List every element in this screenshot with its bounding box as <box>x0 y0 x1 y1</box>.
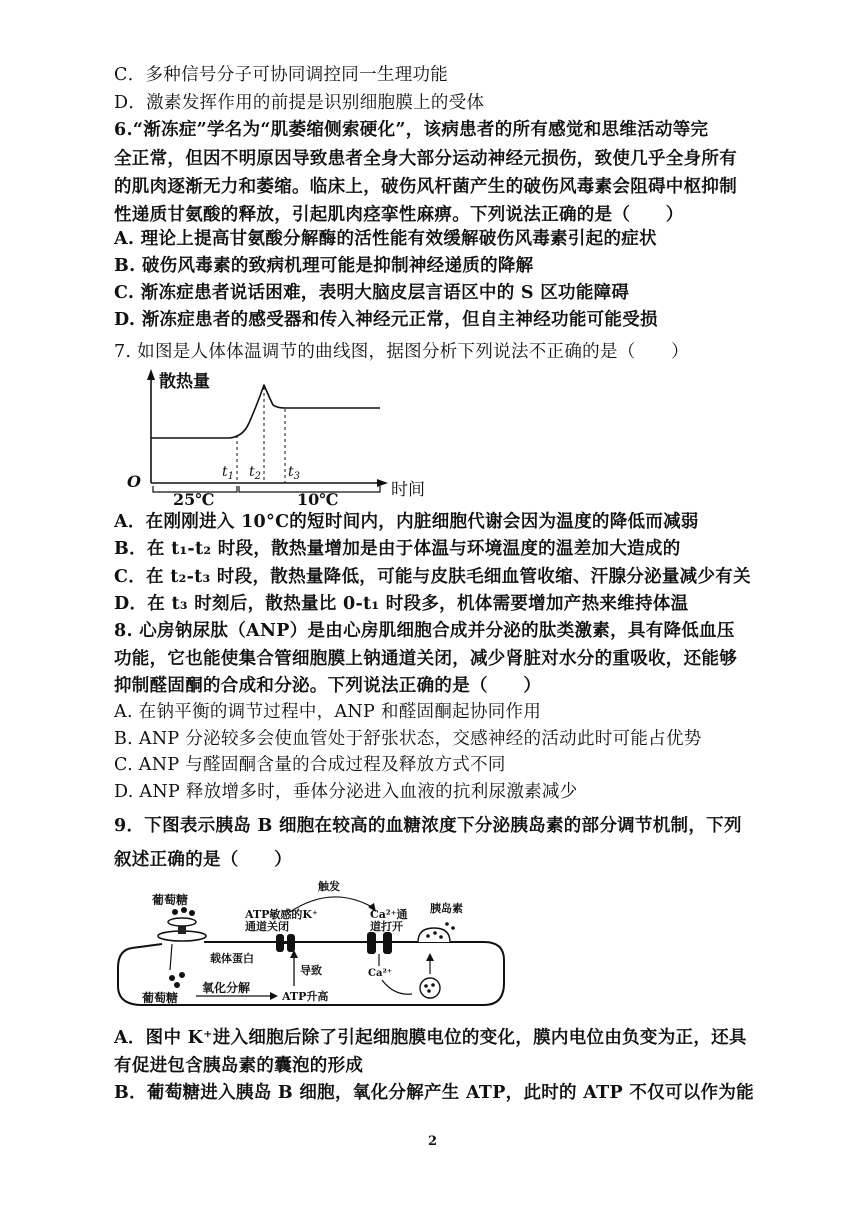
option-9a-line-1: A．图中 K⁺进入细胞后除了引起细胞膜电位的变化，膜内电位由负变为正，还具 <box>114 1028 747 1048</box>
question-6-line-1: 6.“渐冻症”学名为“肌萎缩侧索硬化”，该病患者的所有感觉和思维活动等完 <box>114 120 709 140</box>
option-5c: C．多种信号分子可协同调控同一生理功能 <box>114 65 449 85</box>
x-axis-label: 时间 <box>391 480 425 500</box>
glucose-outside-label: 葡萄糖 <box>152 893 189 907</box>
glucose-inside-dot <box>169 975 175 981</box>
y-axis-label: 散热量 <box>159 372 210 392</box>
glucose-inside-label: 葡萄糖 <box>142 991 179 1005</box>
temp-10c-label: 10℃ <box>297 490 339 509</box>
membrane-top-left <box>132 944 162 948</box>
vesicle-up-arrowhead <box>426 953 434 961</box>
leads-to-label: 导致 <box>300 964 322 977</box>
question-6-line-2: 全正常，但因不明原因导致患者全身大部分运动神经元损伤，致使几乎全身所有 <box>114 149 737 169</box>
vesicle-dot <box>424 984 428 988</box>
oxidation-label: 氧化分解 <box>202 981 251 995</box>
option-8c: C. ANP 与醛固酮含量的合成过程及释放方式不同 <box>114 755 506 775</box>
vesicle-dot <box>427 989 431 993</box>
option-6c: C. 渐冻症患者说话困难，表明大脑皮层言语区中的 S 区功能障碍 <box>114 283 630 303</box>
carrier-top <box>168 918 196 926</box>
oxidation-arrowhead <box>270 992 278 1000</box>
option-7b: B．在 t₁-t₂ 时段，散热量增加是由于体温与环境温度的温差加大造成的 <box>114 539 681 559</box>
heat-curve <box>151 385 380 438</box>
option-6b: B. 破伤风毒素的致病机理可能是抑制神经递质的降解 <box>114 256 534 276</box>
insulin-dot <box>433 931 437 935</box>
page-number: 2 <box>428 1134 438 1149</box>
option-7d: D．在 t₃ 时刻后，散热量比 0-t₁ 时段多，机体需要增加产热来维持体温 <box>114 594 689 614</box>
k-channel-left <box>276 934 284 952</box>
glucose-inside-dot <box>174 982 180 988</box>
ca-ion-label: Ca²⁺ <box>368 968 393 979</box>
t3-label: $t_3$ <box>288 464 301 482</box>
carrier-label: 载体蛋白 <box>210 952 254 965</box>
x-axis-arrow <box>377 479 388 487</box>
insulin-label: 胰岛素 <box>430 902 463 915</box>
question-7: 7. 如图是人体体温调节的曲线图，据图分析下列说法不正确的是（ ） <box>114 342 689 362</box>
option-5d: D．激素发挥作用的前提是识别细胞膜上的受体 <box>114 93 485 113</box>
trigger-label: 触发 <box>318 880 340 893</box>
insulin-dot <box>451 926 455 930</box>
glucose-inside-dot <box>179 972 185 978</box>
question-9-line-2: 叙述正确的是（ ） <box>114 850 292 870</box>
glucose-dot <box>189 910 195 916</box>
question-8-line-3: 抑制醛固酮的合成和分泌。下列说法正确的是（ ） <box>114 676 542 696</box>
insulin-dot <box>445 922 449 926</box>
heat-dissipation-graph <box>125 365 455 510</box>
glucose-in-arrow <box>170 944 172 970</box>
option-8b: B. ANP 分泌较多会使血管处于舒张状态，交感神经的活动此时可能占优势 <box>114 729 702 749</box>
option-8a: A. 在钠平衡的调节过程中，ANP 和醛固酮起协同作用 <box>114 702 542 722</box>
atp-up-label: ATP升高 <box>282 990 329 1003</box>
option-7c: C．在 t₂-t₃ 时段，散热量降低，可能与皮肤毛细血管收缩、汗腺分泌量减少有关 <box>114 567 751 587</box>
temp-25c-label: 25℃ <box>173 490 215 509</box>
insulin-secretion-diagram <box>112 878 512 1013</box>
ca-to-vesicle-arrow <box>382 980 412 994</box>
question-6-line-3: 的肌肉逐渐无力和萎缩。临床上，破伤风杆菌产生的破伤风毒素会阻碍中枢抑制 <box>114 177 737 197</box>
insulin-dot <box>439 935 443 939</box>
k-channel-label-2: 通道关闭 <box>245 920 289 933</box>
vesicle-dot <box>431 983 435 987</box>
option-8d: D. ANP 释放增多时，垂体分泌进入血液的抗利尿激素减少 <box>114 782 578 802</box>
origin-label: O <box>127 472 141 491</box>
option-6a: A. 理论上提高甘氨酸分解酶的活性能有效缓解破伤风毒素引起的症状 <box>114 229 657 249</box>
ca-channel-label-2: 道打开 <box>370 920 403 933</box>
k-channel-right <box>287 934 295 952</box>
vesicle-inside <box>420 978 440 998</box>
question-8-line-1: 8. 心房钠尿肽（ANP）是由心房肌细胞合成并分泌的肽类激素，具有降低血压 <box>114 621 735 641</box>
glucose-dot <box>181 907 187 913</box>
t2-label: $t_2$ <box>249 464 262 482</box>
exocytosis-vesicle <box>418 928 450 942</box>
k-channel-label: ATP敏感的K⁺ <box>245 908 318 921</box>
glucose-dot <box>172 909 178 915</box>
option-6d: D. 渐冻症患者的感受器和传入神经元正常，但自主神经功能可能受损 <box>114 310 658 330</box>
insulin-dot <box>426 934 430 938</box>
option-7a: A．在刚刚进入 10°C的短时间内，内脏细胞代谢会因为温度的降低而减弱 <box>114 512 699 532</box>
option-9b: B．葡萄糖进入胰岛 B 细胞，氧化分解产生 ATP，此时的 ATP 不仅可以作为能 <box>114 1083 754 1103</box>
option-9a-line-2: 有促进包含胰岛素的囊泡的形成 <box>114 1056 364 1076</box>
question-6-line-4: 性递质甘氨酸的释放，引起肌肉痉挛性麻痹。下列说法正确的是（ ） <box>114 205 684 225</box>
ca-channel-right <box>383 932 392 954</box>
ca-channel-left <box>367 932 376 954</box>
t1-label: $t_1$ <box>222 464 235 482</box>
ca-channel-label: Ca²⁺通 <box>370 908 408 921</box>
question-8-line-2: 功能，它也能使集合管细胞膜上钠通道关闭，减少肾脏对水分的重吸收，还能够 <box>114 649 737 669</box>
question-9-line-1: 9．下图表示胰岛 B 细胞在较高的血糖浓度下分泌胰岛素的部分调节机制，下列 <box>114 816 742 836</box>
y-axis-arrow <box>147 369 155 380</box>
